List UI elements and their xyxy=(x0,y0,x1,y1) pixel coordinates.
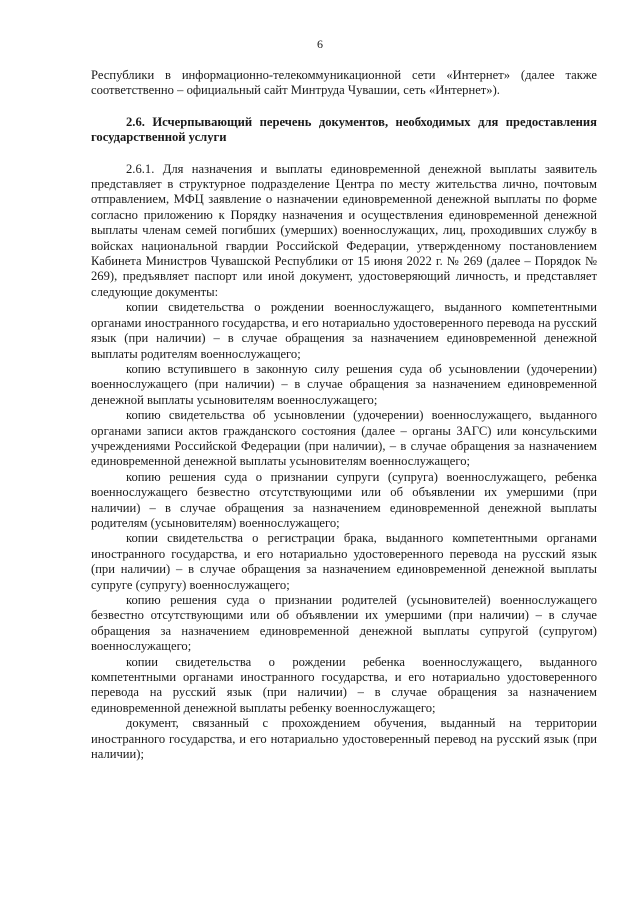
list-item: документ, связанный с прохождением обучения, выданный на территории иностранного государства, и его нотариально удостоверенный перевод на русский язык (при наличии); xyxy=(91,716,597,762)
page-number: 6 xyxy=(317,37,323,51)
intro-paragraph: 2.6.1. Для назначения и выплаты единовременной денежной выплаты заявитель представляет в структурное подразделение Центра по месту жительства лично, почтовым отправлением, МФЦ заявление о назначении единовременной денежной выплаты по форме согласно приложению к Порядку назначения и осуществления единовременной денежной выплаты членам семей погибших (умерших) военнослужащих, лиц, проходивших службу в войсках национальной гвардии Российской Федерации, утвержденному постановлением Кабинета Министров Чувашской Республики от 15 июня 2022 г. № 269 (далее – Порядок № 269), предъявляет паспорт или иной документ, удостоверяющий личность, и представляет следующие документы: xyxy=(91,161,597,299)
list-item: копии свидетельства о рождении ребенка военнослужащего, выданного компетентными органами иностранного государства, и его нотариально удостоверенного перевода на русский язык (при наличии) – в случае обращения за назначением единовременной денежной выплаты ребенку военнослужащего; xyxy=(91,654,597,715)
list-item: копию решения суда о признании родителей (усыновителей) военнослужащего безвестно отсутствующими или об объявлении их умершими (при наличии) – в случае обращения за назначением единовременной денежной выплаты супругой (супругом) военнослужащего; xyxy=(91,593,597,654)
section-title: Исчерпывающий перечень документов, необходимых для предоставления государственной услуги xyxy=(91,114,597,145)
list-item: копию решения суда о признании супруги (супруга) военнослужащего, ребенка военнослужащего безвестно отсутствующими или об объявлении их умершими (при наличии) – в случае обращения за назначением единовременной денежной выплаты родителям (усыновителям) военнослужащего; xyxy=(91,469,597,530)
list-item: копию свидетельства об усыновлении (удочерении) военнослужащего, выданного органами записи актов гражданского состояния (далее – органы ЗАГС) или консульскими учреждениями Российской Федерации (при наличии), – в случае обращения за назначением единовременной денежной выплаты усыновителям военнослужащего; xyxy=(91,408,597,469)
continuation-paragraph: Республики в информационно-телекоммуникационной сети «Интернет» (далее также соответственно – официальный сайт Минтруда Чувашии, сеть «Интернет»). xyxy=(91,68,597,98)
list-item: копию вступившего в законную силу решения суда об усыновлении (удочерении) военнослужащего (при наличии) – в случае обращения за назначением единовременной денежной выплаты усыновителям военнослужащего; xyxy=(91,361,597,407)
list-item: копии свидетельства о регистрации брака, выданного компетентными органами иностранного государства, и его нотариально удостоверенного перевода на русский язык (при наличии) – в случае обращения за назначением единовременной денежной выплаты супруге (супругу) военнослужащего; xyxy=(91,531,597,592)
section-number: 2.6. xyxy=(126,114,145,129)
section-heading xyxy=(91,115,597,146)
list-item: копии свидетельства о рождении военнослужащего, выданного компетентными органами иностранного государства, и его нотариально удостоверенного перевода на русский язык (при наличии) – в случае обращения за назначением единовременной денежной выплаты родителям военнослужащего; xyxy=(91,300,597,361)
documents-list xyxy=(91,300,597,762)
document-body xyxy=(91,68,597,762)
